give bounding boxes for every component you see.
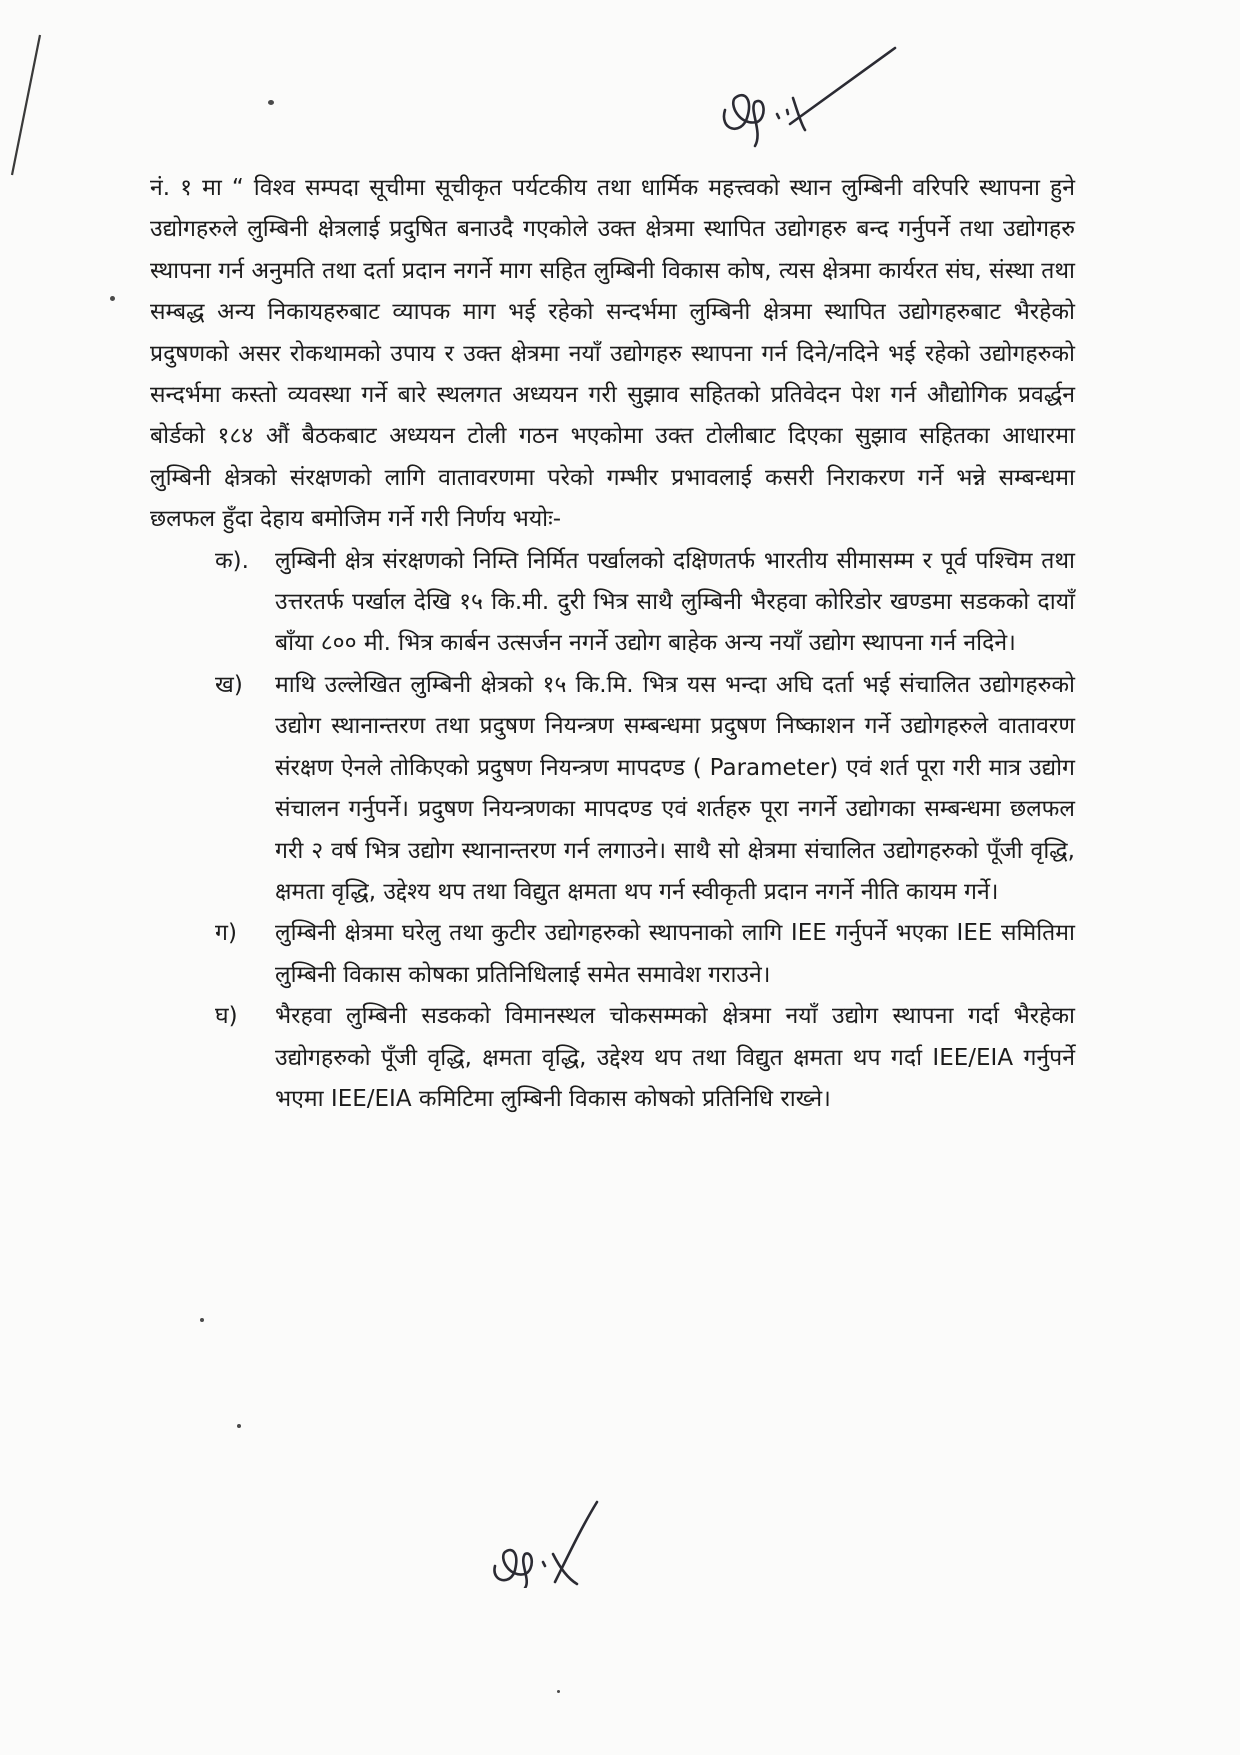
list-item-marker: ख) bbox=[215, 671, 243, 698]
scan-speck bbox=[200, 1318, 204, 1322]
list-item-text: लुम्बिनी क्षेत्रमा घरेलु तथा कुटीर उद्योगहरुको स्थापनाको लागि IEE गर्नुपर्ने भएका IEE समितिमा लुम्बिनी विकास कोषका प्रतिनिधिलाई समेत समावेश गराउने। bbox=[275, 920, 1075, 988]
document-body bbox=[150, 168, 1075, 1120]
list-item bbox=[150, 913, 1075, 996]
scan-speck bbox=[110, 296, 115, 301]
scan-speck bbox=[268, 100, 274, 105]
list-item bbox=[150, 665, 1075, 913]
signature-bottom-icon bbox=[485, 1488, 645, 1588]
list-item-text: माथि उल्लेखित लुम्बिनी क्षेत्रको १५ कि.मि. भित्र यस भन्दा अघि दर्ता भई संचालित उद्योगहरुको उद्योग स्थानान्तरण तथा प्रदुषण नियन्त्रण सम्बन्धमा प्रदुषण निष्काशन गर्ने उद्योगहरुले वातावरण संरक्षण ऐनले तोकिएको प्रदुषण नियन्त्रण मापदण्ड ( Parameter) एवं शर्त पूरा गरी मात्र उद्योग संचालन गर्नुपर्ने। प्रदुषण नियन्त्रणका मापदण्ड एवं शर्तहरु पूरा नगर्ने उद्योगका सम्बन्धमा छलफल गरी २ वर्ष भित्र उद्योग स्थानान्तरण गर्न लगाउने। साथै सो क्षेत्रमा संचालित उद्योगहरुको पूँजी वृद्धि, क्षमता वृद्धि, उद्देश्य थप तथा विद्युत क्षमता थप गर्न स्वीकृती प्रदान नगर्ने नीति कायम गर्ने। bbox=[275, 671, 1075, 905]
list-item bbox=[150, 996, 1075, 1120]
list-item-text: भैरहवा लुम्बिनी सडकको विमानस्थल चोकसम्मको क्षेत्रमा नयाँ उद्योग स्थापना गर्दा भैरहेका उद्योगहरुको पूँजी वृद्धि, क्षमता वृद्धि, उद्देश्य थप तथा विद्युत क्षमता थप गर्दा IEE/EIA गर्नुपर्ने भएमा IEE/EIA कमिटिमा लुम्बिनी विकास कोषको प्रतिनिधि राख्ने। bbox=[275, 1003, 1075, 1112]
list-item-marker: ग) bbox=[215, 920, 237, 947]
intro-paragraph: नं. १ मा “ विश्व सम्पदा सूचीमा सूचीकृत पर्यटकीय तथा धार्मिक महत्त्वको स्थान लुम्बिनी वरिपरि स्थापना हुने उद्योगहरुले लुम्बिनी क्षेत्रलाई प्रदुषित बनाउदै गएकोले उक्त क्षेत्रमा स्थापित उद्योगहरु बन्द गर्नुपर्ने तथा उद्योगहरु स्थापना गर्न अनुमति तथा दर्ता प्रदान नगर्ने माग सहित लुम्बिनी विकास कोष, त्यस क्षेत्रमा कार्यरत संघ, संस्था तथा सम्बद्ध अन्य निकायहरुबाट व्यापक माग भई रहेको सन्दर्भमा लुम्बिनी क्षेत्रमा स्थापित उद्योगहरुबाट भैरहेको प्रदुषणको असर रोकथामको उपाय र उक्त क्षेत्रमा नयाँ उद्योगहरु स्थापना गर्न दिने/नदिने भई रहेको उद्योगहरुको सन्दर्भमा कस्तो व्यवस्था गर्ने बारे स्थलगत अध्ययन गरी सुझाव सहितको प्रतिवेदन पेश गर्न औद्योगिक प्रवर्द्धन बोर्डको १८४ औं बैठकबाट अध्ययन टोली गठन भएकोमा उक्त टोलीबाट दिएका सुझाव सहितका आधारमा लुम्बिनी क्षेत्रको संरक्षणको लागि वातावरणमा परेको गम्भीर प्रभावलाई कसरी निराकरण गर्ने भन्ने सम्बन्धमा छलफल हुँदा देहाय बमोजिम गर्ने गरी निर्णय भयोः- bbox=[150, 175, 1075, 533]
scan-speck bbox=[557, 1690, 560, 1693]
list-item-marker: घ) bbox=[215, 1003, 238, 1030]
list-item bbox=[150, 541, 1075, 665]
list-item-marker: क). bbox=[215, 547, 249, 574]
scan-speck bbox=[237, 1424, 241, 1428]
list-item-text: लुम्बिनी क्षेत्र संरक्षणको निम्ति निर्मित पर्खालको दक्षिणतर्फ भारतीय सीमासम्म र पूर्व पश्चिम तथा उत्तरतर्फ पर्खाल देखि १५ कि.मी. दुरी भित्र साथै लुम्बिनी भैरहवा कोरिडोर खण्डमा सडकको दायाँ बाँया ८०० मी. भित्र कार्बन उत्सर्जन नगर्ने उद्योग बाहेक अन्य नयाँ उद्योग स्थापना गर्न नदिने। bbox=[275, 547, 1075, 657]
signature-top-icon bbox=[705, 38, 905, 148]
decision-list bbox=[150, 541, 1075, 1121]
